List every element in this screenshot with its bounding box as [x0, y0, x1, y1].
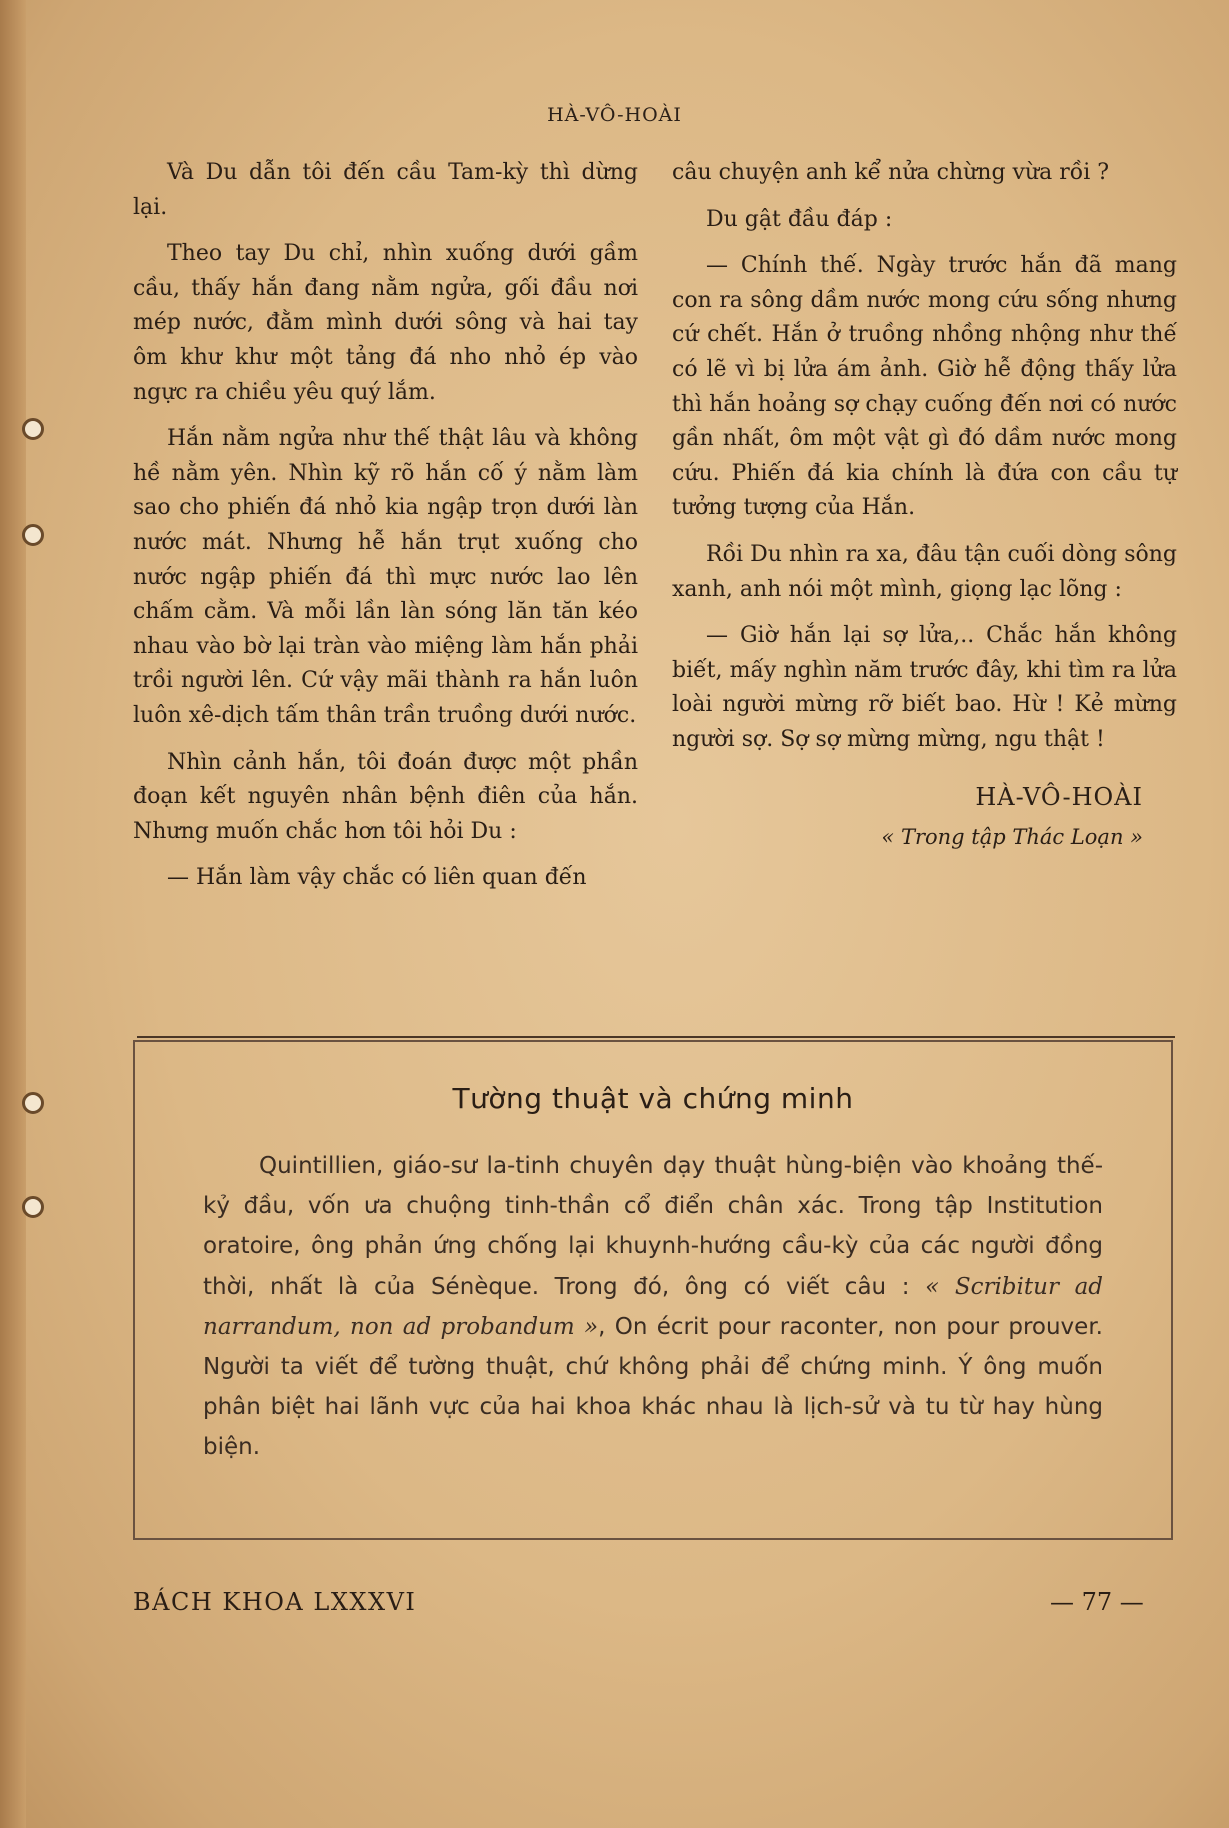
- left-column: [133, 156, 638, 908]
- punch-hole: [22, 418, 44, 440]
- footer-magazine: BÁCH KHOA LXXXVI: [133, 1588, 417, 1616]
- running-head: HÀ-VÔ-HOÀI: [547, 104, 682, 126]
- box-title: Tường thuật và chứng minh: [452, 1082, 854, 1115]
- paragraph: — Hắn làm vậy chắc có liên quan đến: [167, 865, 587, 891]
- horizontal-rule: [137, 1036, 1175, 1038]
- paragraph: Nhìn cảnh hắn, tôi đoán được một phần đoạn kết nguyên nhân bệnh điên của hắn. Nhưng muốn chắc hơn tôi hỏi Du :: [133, 749, 638, 844]
- page-number: — 77 —: [1050, 1588, 1144, 1616]
- box-text-part: , On écrit pour raconter, non pour prouver. Người ta viết để tường thuật, chứ không phải để chứng minh. Ý ông muốn phân biệt hai lãnh vực của hai khoa khác nhau là lịch-sử và tu từ hay hùng biện.: [203, 1313, 1103, 1461]
- paragraph: — Chính thế. Ngày trước hắn đã mang con ra sông dầm nước mong cứu sống nhưng cứ chết. Hắn ở truồng nhồng nhộng như thế có lẽ vì bị lửa ám ảnh. Giờ hễ động thấy lửa thì hắn hoảng sợ chạy cuống đến nơi có nước gần nhất, ôm một vật gì đó dầm nước mong cứu. Phiến đá kia chính là đứa con cầu tự tưởng tượng của Hắn.: [672, 253, 1177, 521]
- paragraph: Và Du dẫn tôi đến cầu Tam-kỳ thì dừng lại.: [133, 160, 638, 220]
- source-citation: « Trong tập Thác Loạn »: [881, 825, 1143, 850]
- paragraph: Theo tay Du chỉ, nhìn xuống dưới gầm cầu, thấy hắn đang nằm ngửa, gối đầu nơi mép nước, đằm mình dưới sông và hai tay ôm khư khư một tảng đá nho nhỏ ép vào ngực ra chiều yêu quý lắm.: [133, 241, 638, 405]
- right-column: [672, 156, 1177, 855]
- latin-quote: « Scribitur ad narrandum, non ad probandum »: [203, 1273, 1104, 1340]
- page-edge: [0, 0, 26, 1828]
- paragraph: câu chuyện anh kể nửa chừng vừa rồi ?: [672, 160, 1110, 185]
- paragraph: — Giờ hắn lại sợ lửa,.. Chắc hắn không biết, mấy nghìn năm trước đây, khi tìm ra lửa loài người mừng rỡ biết bao. Hừ ! Kẻ mừng người sợ. Sợ sợ mừng mừng, ngu thật !: [672, 623, 1177, 752]
- punch-hole: [22, 1092, 44, 1114]
- box-text-part: Quintillien, giáo-sư la-tinh chuyên dạy thuật hùng-biện vào khoảng thế-kỷ đầu, vốn ưa chuộng tinh-thần cổ điển chân xác. Trong tập Institution oratoire, ông phản ứng chống lại khuynh-hướng cầu-kỳ của các người đồng thời, nhất là của Sénèque. Trong đó, ông có viết câu :: [203, 1153, 1103, 1300]
- punch-hole: [22, 1196, 44, 1218]
- paragraph: Hắn nằm ngửa như thế thật lâu và không hề nằm yên. Nhìn kỹ rõ hắn cố ý nằm làm sao cho phiến đá nhỏ kia ngập trọn dưới làn nước mát. Nhưng hễ hắn trụt xuống cho nước ngập phiến đá thì mực nước lao lên chấm cằm. Và mỗi lần làn sóng lăn tăn kéo nhau vào bờ lại tràn vào miệng làm hắn phải trồi người lên. Cứ vậy mãi thành ra hắn luôn luôn xê-dịch tấm thân trần truồng dưới nước.: [133, 426, 638, 728]
- paragraph: Du gật đầu đáp :: [706, 206, 893, 232]
- author-signature: HÀ-VÔ-HOÀI: [975, 782, 1143, 811]
- paragraph: Rồi Du nhìn ra xa, đâu tận cuối dòng sông xanh, anh nói một mình, giọng lạc lõng :: [672, 541, 1177, 602]
- sidebar-box: [133, 1040, 1173, 1540]
- box-text: [203, 1146, 1103, 1468]
- punch-hole: [22, 524, 44, 546]
